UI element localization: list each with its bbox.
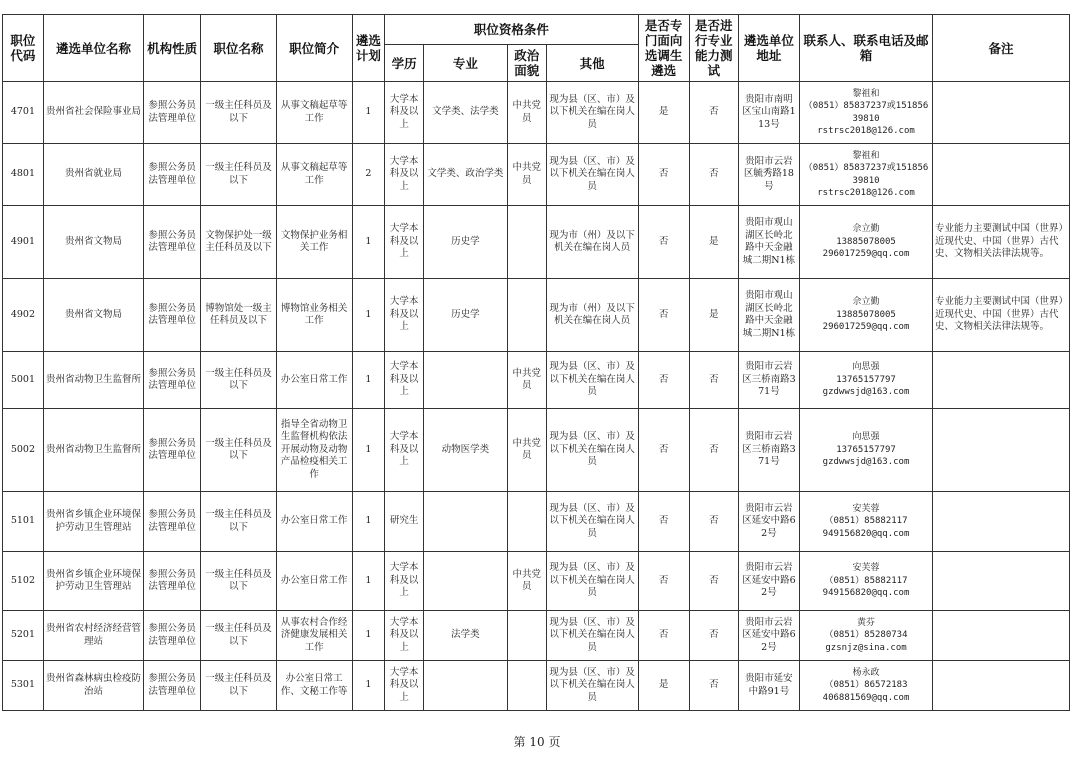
cell-contact	[800, 611, 933, 661]
cell-unit: 贵州省文物局	[43, 206, 143, 279]
cell-other: 现为县（区、市）及以下机关在编在岗人员	[546, 144, 638, 206]
cell-plan: 2	[352, 144, 385, 206]
cell-edu: 大学本科及以上	[385, 661, 424, 711]
cell-plan: 1	[352, 492, 385, 552]
cell-party: 中共党员	[507, 82, 546, 144]
header-qualification: 职位资格条件	[385, 15, 638, 45]
cell-test: 否	[689, 82, 738, 144]
cell-note	[932, 661, 1069, 711]
cell-address: 贵阳市云岩区延安中路62号	[738, 552, 799, 611]
contact-email: gzdwwsjd@163.com	[822, 457, 910, 468]
contact-name: 黎祖和	[852, 88, 880, 99]
table-row	[3, 492, 1070, 552]
cell-code: 4801	[3, 144, 44, 206]
cell-test: 是	[689, 206, 738, 279]
contact-phone: （0851）85837237或15185639810	[803, 101, 929, 124]
cell-plan: 1	[352, 82, 385, 144]
cell-special: 否	[638, 279, 689, 352]
cell-note	[932, 409, 1069, 492]
cell-major: 动物医学类	[424, 409, 508, 492]
cell-test: 是	[689, 279, 738, 352]
contact-email: 406881569@qq.com	[822, 692, 910, 703]
contact-phone: 13885078005	[836, 236, 896, 247]
cell-code: 4902	[3, 279, 44, 352]
contact-phone: 13765157797	[836, 444, 896, 455]
cell-intro: 指导全省动物卫生监督机构依法开展动物及动物产品检疫相关工作	[276, 409, 352, 492]
contact-phone: （0851）85837237或15185639810	[803, 163, 929, 186]
header-nature: 机构性质	[144, 15, 201, 82]
contact-phone: （0851）85882117	[824, 575, 908, 586]
cell-special: 否	[638, 409, 689, 492]
cell-plan: 1	[352, 409, 385, 492]
cell-unit: 贵州省就业局	[43, 144, 143, 206]
cell-position: 博物馆处一级主任科员及以下	[201, 279, 277, 352]
cell-party: 中共党员	[507, 144, 546, 206]
cell-test: 否	[689, 492, 738, 552]
contact-email: 296017259@qq.com	[822, 322, 910, 333]
cell-other: 现为县（区、市）及以下机关在编在岗人员	[546, 661, 638, 711]
cell-unit: 贵州省森林病虫检疫防治站	[43, 661, 143, 711]
cell-note	[932, 352, 1069, 409]
cell-special: 否	[638, 552, 689, 611]
cell-special: 否	[638, 492, 689, 552]
position-table	[2, 14, 1070, 711]
cell-position: 一级主任科员及以下	[201, 552, 277, 611]
contact-phone: （0851）85882117	[824, 516, 908, 527]
table-row	[3, 409, 1070, 492]
contact-name: 佘立勤	[852, 224, 880, 235]
contact-phone: 13885078005	[836, 309, 896, 320]
header-party: 政治面貌	[507, 45, 546, 82]
cell-plan: 1	[352, 552, 385, 611]
page-number: 第 10 页	[513, 735, 561, 749]
cell-major: 历史学	[424, 206, 508, 279]
cell-nature: 参照公务员法管理单位	[144, 144, 201, 206]
cell-major: 法学类	[424, 611, 508, 661]
cell-edu: 大学本科及以上	[385, 206, 424, 279]
table-row	[3, 552, 1070, 611]
cell-intro: 办公室日常工作	[276, 552, 352, 611]
table-row	[3, 144, 1070, 206]
cell-position: 一级主任科员及以下	[201, 144, 277, 206]
cell-position: 一级主任科员及以下	[201, 492, 277, 552]
table-row	[3, 206, 1070, 279]
cell-test: 否	[689, 352, 738, 409]
cell-intro: 办公室日常工作	[276, 492, 352, 552]
cell-code: 4701	[3, 82, 44, 144]
contact-email: 949156820@qq.com	[822, 588, 910, 599]
cell-address: 贵阳市云岩区三桥南路371号	[738, 409, 799, 492]
header-plan: 遴选计划	[352, 15, 385, 82]
cell-special: 否	[638, 611, 689, 661]
cell-other: 现为县（区、市）及以下机关在编在岗人员	[546, 82, 638, 144]
cell-party	[507, 206, 546, 279]
cell-edu: 大学本科及以上	[385, 279, 424, 352]
contact-email: rstrsc2018@126.com	[817, 188, 915, 198]
contact-name: 向思强	[852, 432, 880, 443]
cell-unit: 贵州省动物卫生监督所	[43, 352, 143, 409]
cell-test: 否	[689, 661, 738, 711]
cell-party	[507, 661, 546, 711]
cell-address: 贵阳市云岩区延安中路62号	[738, 492, 799, 552]
cell-address: 贵阳市云岩区毓秀路18号	[738, 144, 799, 206]
cell-address: 贵阳市南明区宝山南路113号	[738, 82, 799, 144]
header-unit: 遴选单位名称	[43, 15, 143, 82]
cell-special: 是	[638, 661, 689, 711]
cell-edu: 大学本科及以上	[385, 82, 424, 144]
cell-code: 5201	[3, 611, 44, 661]
cell-note: 专业能力主要测试中国（世界）近现代史、中国（世界）古代史、文物相关法律法规等。	[932, 279, 1069, 352]
contact-name: 安芙蓉	[852, 563, 880, 574]
header-address: 遴选单位地址	[738, 15, 799, 82]
cell-unit: 贵州省乡镇企业环境保护劳动卫生管理站	[43, 552, 143, 611]
cell-note	[932, 611, 1069, 661]
cell-nature: 参照公务员法管理单位	[144, 552, 201, 611]
cell-party	[507, 279, 546, 352]
cell-other: 现为县（区、市）及以下机关在编在岗人员	[546, 492, 638, 552]
cell-party	[507, 611, 546, 661]
cell-party: 中共党员	[507, 352, 546, 409]
cell-edu: 研究生	[385, 492, 424, 552]
cell-position: 一级主任科员及以下	[201, 661, 277, 711]
cell-nature: 参照公务员法管理单位	[144, 611, 201, 661]
cell-party	[507, 492, 546, 552]
contact-email: 296017259@qq.com	[822, 249, 910, 260]
cell-note: 专业能力主要测试中国（世界）近现代史、中国（世界）古代史、文物相关法律法规等。	[932, 206, 1069, 279]
cell-edu: 大学本科及以上	[385, 611, 424, 661]
table-row	[3, 611, 1070, 661]
cell-contact	[800, 144, 933, 206]
cell-intro: 从事文稿起草等工作	[276, 82, 352, 144]
cell-plan: 1	[352, 661, 385, 711]
cell-plan: 1	[352, 279, 385, 352]
cell-address: 贵阳市云岩区延安中路62号	[738, 611, 799, 661]
cell-edu: 大学本科及以上	[385, 409, 424, 492]
contact-email: gzdwwsjd@163.com	[822, 387, 910, 398]
contact-name: 黄芬	[857, 617, 876, 628]
cell-position: 一级主任科员及以下	[201, 82, 277, 144]
cell-code: 5102	[3, 552, 44, 611]
cell-nature: 参照公务员法管理单位	[144, 409, 201, 492]
cell-nature: 参照公务员法管理单位	[144, 492, 201, 552]
cell-address: 贵阳市延安中路91号	[738, 661, 799, 711]
cell-unit: 贵州省文物局	[43, 279, 143, 352]
contact-phone: 13765157797	[836, 374, 896, 385]
cell-intro: 从事文稿起草等工作	[276, 144, 352, 206]
header-note: 备注	[932, 15, 1069, 82]
cell-note	[932, 82, 1069, 144]
cell-major	[424, 661, 508, 711]
cell-party: 中共党员	[507, 409, 546, 492]
header-position: 职位名称	[201, 15, 277, 82]
cell-other: 现为市（州）及以下机关在编在岗人员	[546, 206, 638, 279]
cell-nature: 参照公务员法管理单位	[144, 661, 201, 711]
cell-code: 5002	[3, 409, 44, 492]
header-special: 是否专门面向选调生遴选	[638, 15, 689, 82]
cell-code: 4901	[3, 206, 44, 279]
cell-other: 现为县（区、市）及以下机关在编在岗人员	[546, 552, 638, 611]
cell-plan: 1	[352, 206, 385, 279]
cell-unit: 贵州省动物卫生监督所	[43, 409, 143, 492]
cell-test: 否	[689, 552, 738, 611]
cell-edu: 大学本科及以上	[385, 144, 424, 206]
cell-code: 5301	[3, 661, 44, 711]
cell-major	[424, 352, 508, 409]
header-contact: 联系人、联系电话及邮箱	[800, 15, 933, 82]
cell-plan: 1	[352, 611, 385, 661]
cell-position: 一级主任科员及以下	[201, 611, 277, 661]
cell-contact	[800, 661, 933, 711]
cell-major: 文学类、政治学类	[424, 144, 508, 206]
cell-other: 现为县（区、市）及以下机关在编在岗人员	[546, 352, 638, 409]
contact-email: 949156820@qq.com	[822, 528, 910, 539]
cell-intro: 博物馆业务相关工作	[276, 279, 352, 352]
cell-other: 现为市（州）及以下机关在编在岗人员	[546, 279, 638, 352]
contact-phone: （0851）85280734	[824, 630, 908, 641]
cell-contact	[800, 409, 933, 492]
contact-name: 佘立勤	[852, 297, 880, 308]
cell-position: 文物保护处一级主任科员及以下	[201, 206, 277, 279]
cell-test: 否	[689, 409, 738, 492]
cell-code: 5101	[3, 492, 44, 552]
cell-major	[424, 492, 508, 552]
cell-code: 5001	[3, 352, 44, 409]
cell-test: 否	[689, 144, 738, 206]
contact-phone: （0851）86572183	[824, 680, 908, 691]
table-row	[3, 279, 1070, 352]
cell-unit: 贵州省社会保险事业局	[43, 82, 143, 144]
cell-intro: 文物保护业务相关工作	[276, 206, 352, 279]
cell-special: 否	[638, 352, 689, 409]
cell-nature: 参照公务员法管理单位	[144, 206, 201, 279]
table-row	[3, 661, 1070, 711]
cell-address: 贵阳市云岩区三桥南路371号	[738, 352, 799, 409]
cell-nature: 参照公务员法管理单位	[144, 279, 201, 352]
cell-party: 中共党员	[507, 552, 546, 611]
cell-note	[932, 552, 1069, 611]
cell-position: 一级主任科员及以下	[201, 352, 277, 409]
cell-unit: 贵州省农村经济经营管理站	[43, 611, 143, 661]
cell-intro: 办公室日常工作、文秘工作等	[276, 661, 352, 711]
header-other: 其他	[546, 45, 638, 82]
cell-other: 现为县（区、市）及以下机关在编在岗人员	[546, 409, 638, 492]
contact-name: 向思强	[852, 362, 880, 373]
cell-major: 历史学	[424, 279, 508, 352]
cell-nature: 参照公务员法管理单位	[144, 82, 201, 144]
cell-contact	[800, 206, 933, 279]
contact-name: 安芙蓉	[852, 503, 880, 514]
cell-contact	[800, 82, 933, 144]
cell-note	[932, 492, 1069, 552]
cell-position: 一级主任科员及以下	[201, 409, 277, 492]
table-body	[3, 82, 1070, 711]
contact-email: gzsnjz@sina.com	[825, 642, 907, 653]
cell-special: 是	[638, 82, 689, 144]
cell-edu: 大学本科及以上	[385, 552, 424, 611]
cell-major: 文学类、法学类	[424, 82, 508, 144]
table-row	[3, 352, 1070, 409]
contact-name: 黎祖和	[852, 150, 880, 161]
cell-nature: 参照公务员法管理单位	[144, 352, 201, 409]
cell-contact	[800, 352, 933, 409]
header-intro: 职位简介	[276, 15, 352, 82]
cell-note	[932, 144, 1069, 206]
cell-plan: 1	[352, 352, 385, 409]
cell-unit: 贵州省乡镇企业环境保护劳动卫生管理站	[43, 492, 143, 552]
cell-address: 贵阳市观山湖区长岭北路中天金融城二期N1栋	[738, 279, 799, 352]
cell-intro: 办公室日常工作	[276, 352, 352, 409]
cell-address: 贵阳市观山湖区长岭北路中天金融城二期N1栋	[738, 206, 799, 279]
cell-edu: 大学本科及以上	[385, 352, 424, 409]
header-code: 职位代码	[3, 15, 44, 82]
cell-intro: 从事农村合作经济健康发展相关工作	[276, 611, 352, 661]
header-edu: 学历	[385, 45, 424, 82]
table-row	[3, 82, 1070, 144]
header-major: 专业	[424, 45, 508, 82]
cell-test: 否	[689, 611, 738, 661]
cell-contact	[800, 492, 933, 552]
cell-contact	[800, 552, 933, 611]
cell-special: 否	[638, 206, 689, 279]
header-test: 是否进行专业能力测试	[689, 15, 738, 82]
cell-other: 现为县（区、市）及以下机关在编在岗人员	[546, 611, 638, 661]
cell-major	[424, 552, 508, 611]
cell-contact	[800, 279, 933, 352]
contact-name: 杨永政	[852, 667, 880, 678]
contact-email: rstrsc2018@126.com	[817, 126, 915, 136]
cell-special: 否	[638, 144, 689, 206]
